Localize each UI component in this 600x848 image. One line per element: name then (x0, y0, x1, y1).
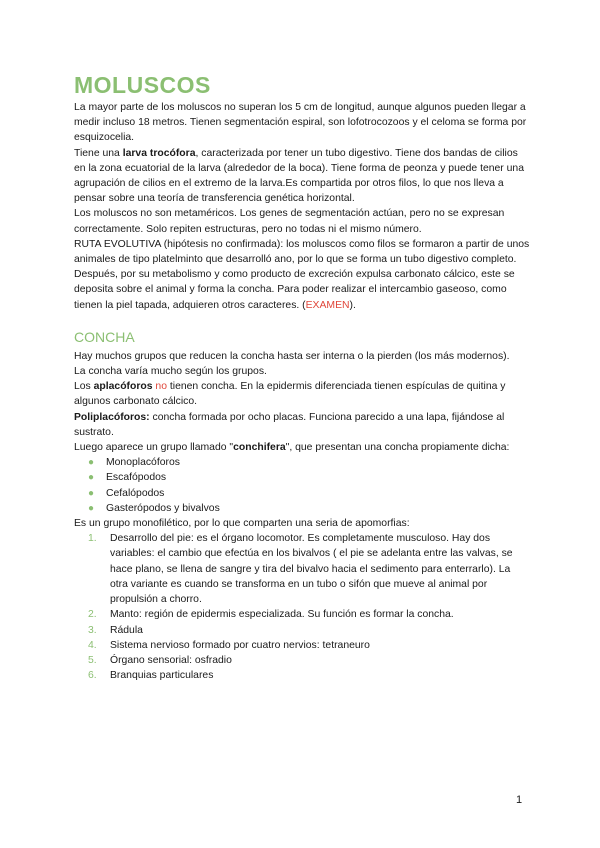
list-item-text: Sistema nervioso formado por cuatro nervios: tetraneuro (110, 639, 370, 651)
bold-term: conchifera (233, 442, 286, 454)
concha-paragraph-4 (74, 410, 530, 440)
concha-paragraph-6: Es un grupo monofilético, por lo que comparten una seria de apomorfias: (74, 518, 410, 530)
intro-paragraph-4 (74, 237, 530, 313)
text-run: tienen concha. En la epidermis diferenciada tienen espículas de quitina y algunos carbonato cálcico. (74, 381, 506, 408)
document-page (74, 72, 530, 683)
concha-section (74, 349, 530, 683)
text-run: concha formada por ocho placas. Funciona parecido a una lapa, fijándose al sustrato. (74, 411, 505, 438)
list-item-text: Escafópodos (106, 472, 167, 484)
concha-paragraph-2: La concha varía mucho según los grupos. (74, 366, 267, 378)
bold-term: Poliplacóforos: (74, 411, 150, 423)
text-run: Tiene una (74, 147, 123, 159)
text-run: ", que presentan una concha propiamente dicha: (285, 442, 510, 454)
exam-highlight: EXAMEN (305, 299, 350, 311)
list-number: 5. (88, 654, 97, 666)
list-item-text: Gasterópodos y bivalvos (106, 502, 220, 514)
list-number: 4. (88, 639, 97, 651)
text-run: Los (74, 381, 94, 393)
numbered-list (74, 531, 530, 683)
page-number: 1 (516, 794, 523, 806)
concha-paragraph-5 (74, 440, 530, 455)
list-item-text: Branquias particulares (110, 670, 214, 682)
list-item-text: Manto: región de epidermis especializada. Su función es formar la concha. (110, 609, 454, 621)
list-item (88, 623, 530, 638)
text-run: , caracterizada por tener un tubo digestivo. Tiene dos bandas de cilios en la zona ecuatorial de la larva (alrededor de la boca). Tiene forma de peonza y puede tener una agrupación de cilios en el extremo de la larva.Es compartida por otros filos, lo que nos lleva a pensar sobre una teoría de transferencia genética horizontal. (74, 147, 524, 205)
red-highlight: no (152, 381, 167, 393)
text-run: Luego aparece un grupo llamado " (74, 442, 234, 454)
section-heading-concha: CONCHA (74, 328, 135, 345)
list-number: 3. (88, 624, 97, 636)
list-item-text: Rádula (110, 624, 143, 636)
bullet-icon: ● (88, 457, 95, 469)
bullet-icon: ● (88, 502, 95, 514)
list-number: 2. (88, 609, 97, 621)
intro-section (74, 100, 530, 313)
list-item (88, 638, 530, 653)
list-item-text: Órgano sensorial: osfradio (110, 654, 232, 666)
concha-paragraph-3 (74, 379, 530, 409)
list-item (88, 486, 530, 501)
list-item (88, 455, 530, 470)
list-item (88, 653, 530, 668)
text-run: RUTA EVOLUTIVA (hipótesis no confirmada): los moluscos como filos se formaron a partir de unos animales de tipo platelminto que desarrolló ano, por lo que se forma un tubo digestivo completo. Después, por su metabolismo y como producto de excreción expulsa carbonato cálcico, este se deposita sobre el animal y forma la concha. Para poder realizar el intercambio gaseoso, como tienen la piel tapada, adquieren otros caracteres. ( (74, 238, 530, 311)
intro-paragraph-1: La mayor parte de los moluscos no superan los 5 cm de longitud, aunque algunos pueden llegar a medir incluso 18 metros. Tienen segmentación espiral, son lofotrocozoos y el celoma se forma por esquizocelia. (74, 102, 527, 144)
list-item (88, 531, 530, 607)
list-item-text: Cefalópodos (106, 487, 165, 499)
bold-term: larva trocófora (122, 147, 196, 159)
intro-paragraph-2 (74, 146, 530, 207)
bullet-icon: ● (88, 472, 95, 484)
list-number: 6. (88, 670, 97, 682)
list-item (88, 668, 530, 683)
intro-paragraph-3: Los moluscos no son metaméricos. Los genes de segmentación actúan, pero no se expresan correctamente. Solo repiten estructuras, pero no todas ni el mismo número. (74, 208, 505, 235)
page-title: MOLUSCOS (74, 72, 211, 98)
bold-term: aplacóforos (93, 381, 153, 393)
list-item-text: Desarrollo del pie: es el órgano locomotor. Es completamente musculoso. Hay dos variables: el cambio que efectúa en los bivalvos ( el pie se adelanta entre las valvas, se hace plano, se llena de sangre y tira del bivalvo hacia el sedimento para enterrarlo). La otra variante es cuando se transforma en un tubo o sifón que mueve al animal por propulsión a chorro. (110, 533, 513, 606)
list-item-text: Monoplacóforos (106, 457, 180, 469)
bullet-icon: ● (88, 487, 95, 499)
text-run: ). (349, 299, 356, 311)
concha-paragraph-1: Hay muchos grupos que reducen la concha hasta ser interna o la pierden (los más modernos). (74, 350, 510, 362)
list-item (88, 501, 530, 516)
list-number: 1. (88, 533, 97, 545)
bullet-list (74, 455, 530, 516)
list-item (88, 470, 530, 485)
list-item (88, 607, 530, 622)
